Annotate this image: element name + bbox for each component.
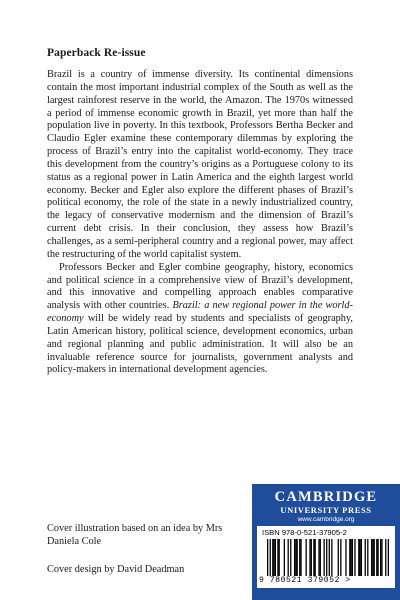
blurb-p2-start: Professors Becker and Egler combine geography, history, economics and political science in a comprehensive view of Brazil’s development, and this innovative and compelling approach enables comparative analysis with other countries. — [47, 261, 353, 312]
barcode-bar — [273, 539, 274, 576]
barcode-bar — [318, 539, 319, 576]
barcode-bar — [309, 539, 310, 576]
publisher-logo — [252, 489, 400, 524]
barcode-bar — [284, 539, 285, 576]
barcode-bar — [313, 539, 314, 576]
blurb-paragraph-2 — [47, 262, 353, 378]
barcode-bar — [279, 539, 280, 576]
barcode-bar — [367, 539, 368, 576]
barcode-bar — [306, 539, 307, 576]
barcode-bar — [361, 539, 362, 576]
barcode-bar — [311, 539, 312, 576]
isbn-label: ISBN 978-0-521-37905-2 — [262, 528, 347, 537]
barcode-bar — [358, 539, 359, 576]
barcode-bar — [372, 539, 373, 576]
publisher-press: UNIVERSITY PRESS — [280, 505, 372, 515]
reissue-heading: Paperback Re-issue — [47, 47, 146, 59]
barcode-bar — [350, 539, 351, 576]
barcode-bar — [374, 539, 375, 576]
barcode-bar — [290, 539, 291, 576]
publisher-url: www.cambridge.org — [297, 516, 355, 523]
barcode-bar — [294, 539, 295, 576]
book-title-italic: Brazil: a new regional power in the world-economy — [47, 300, 353, 325]
barcode-bar — [272, 539, 273, 576]
barcode-bar — [388, 539, 389, 576]
barcode-panel — [257, 526, 395, 588]
barcode-bar — [270, 539, 271, 576]
barcode-bar — [315, 539, 316, 576]
barcode-bar — [277, 539, 278, 576]
barcode-bar — [288, 539, 289, 576]
barcode-bar — [352, 539, 353, 576]
barcode-bar — [300, 539, 301, 576]
blurb-text — [47, 69, 353, 377]
barcode-bar — [359, 539, 360, 576]
barcode-bar — [354, 539, 355, 576]
barcode-bar — [275, 539, 276, 576]
barcode-bar — [299, 539, 300, 576]
barcode-bar — [345, 539, 346, 576]
barcode-digits: 9 780521 379052 > — [259, 576, 351, 585]
barcode-bar — [376, 539, 377, 576]
barcode-bar — [338, 539, 339, 576]
barcode-bar — [371, 539, 372, 576]
barcode-bar — [340, 539, 341, 576]
barcode-bar — [326, 539, 327, 576]
barcode-bar — [380, 539, 381, 576]
barcode-bar — [297, 539, 298, 576]
blurb-p2-end: will be widely read by students and specialists of geography, Latin American history, political science, development economics, urban and regional planning and public administration. It will also be an invaluable reference source for journalists, government analysts and policy-makers in international development agencies. — [47, 313, 353, 376]
blurb-paragraph-1: Brazil is a country of immense diversity. Its continental dimensions contain the most important industrial complex of the South as well as the largest rainforest reserve in the world, the Amazon. The 1970s witnessed a period of immense economic growth in Brazil, yet more than half the population live in poverty. In this textbook, Professors Bertha Becker and Claudio Egler examine these contemporary dilemmas by exploring the process of Brazil’s entry into the capitalist world-economy. They trace this development from the country’s origins as a Portuguese colony to its status as a regional power in Latin America and the eighth largest world economy. Becker and Egler also explore the different phases of Brazil’s political economy, the role of the state in a newly industrialized country, the legacy of conservative modernism and the dimension of Brazil’s current debt crisis. In their conclusion, they assess how Brazil’s challenges, as a semi-peripheral country and a regional power, may affect the restructuring of the world capitalist system. — [47, 69, 353, 260]
publisher-name: CAMBRIDGE — [274, 489, 378, 505]
barcode-icon — [267, 539, 389, 576]
illustration-credit: Cover illustration based on an idea by Mrs Daniela Cole — [47, 523, 223, 547]
barcode-bar — [381, 539, 382, 576]
barcode-bar — [324, 539, 325, 576]
barcode-bar — [267, 539, 268, 576]
barcode-bar — [365, 539, 366, 576]
barcode-bar — [349, 539, 350, 576]
barcode-bar — [385, 539, 386, 576]
barcode-bar — [331, 539, 332, 576]
design-credit: Cover design by David Deadman — [47, 564, 185, 575]
barcode-bar — [320, 539, 321, 576]
barcode-bar — [377, 539, 378, 576]
barcode-bar — [329, 539, 330, 576]
barcode-bar — [295, 539, 296, 576]
